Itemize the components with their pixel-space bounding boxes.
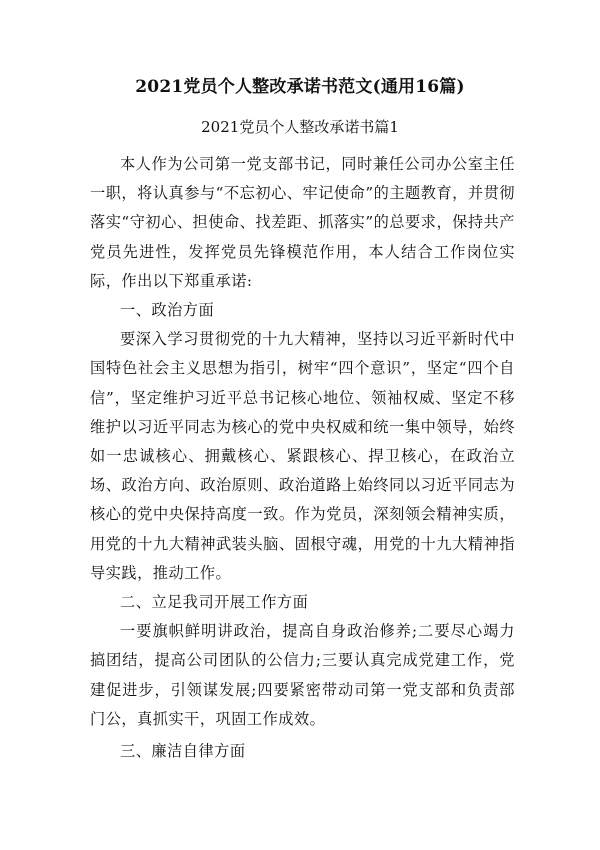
section-heading-work: 二、立足我司开展工作方面: [120, 593, 309, 612]
section-heading-integrity: 三、廉洁自律方面: [120, 742, 246, 761]
section-body-work: 一要旗帜鲜明讲政治，提高自身政治修养;二要尽心竭力搞团结，提高公司团队的公信力;三要认真完成党建工作，党建促进步，引领谋发展;四要紧密带动司第一党支部和负责部门公，真抓实干，巩固工作成效。: [90, 622, 515, 728]
document-body: [90, 150, 515, 766]
section-body-politics: 要深入学习贯彻党的十九大精神，坚持以习近平新时代中国特色社会主义思想为指引，树牢“四个意识”，坚定“四个自信”，坚定维护习近平总书记核心地位、领袖权威、坚定不移维护以习近平同志为核心的党中央权威和统一集中领导，始终如一忠诚核心、拥戴核心、紧跟核心、捍卫核心，在政治立场、政治方向、政治原则、政治道路上始终同以习近平同志为核心的党中央保持高度一致。作为党员，深刻领会精神实质，用党的十九大精神武装头脑、固根守魂，用党的十九大精神指导实践，推动工作。: [90, 330, 515, 582]
document-title: 2021党员个人整改承诺书范文(通用16篇): [135, 77, 465, 97]
intro-paragraph: 本人作为公司第一党支部书记，同时兼任公司办公室主任一职，将认真参与“不忘初心、牢记使命”的主题教育，并贯彻落实“守初心、担使命、找差距、抓落实”的总要求，保持共产党员先进性，发挥党员先锋模范作用，本人结合工作岗位实际，作出以下郑重承诺:: [90, 155, 515, 290]
section-heading-politics: 一、政治方面: [120, 301, 215, 320]
document-subtitle: 2021党员个人整改承诺书篇1: [201, 118, 399, 136]
